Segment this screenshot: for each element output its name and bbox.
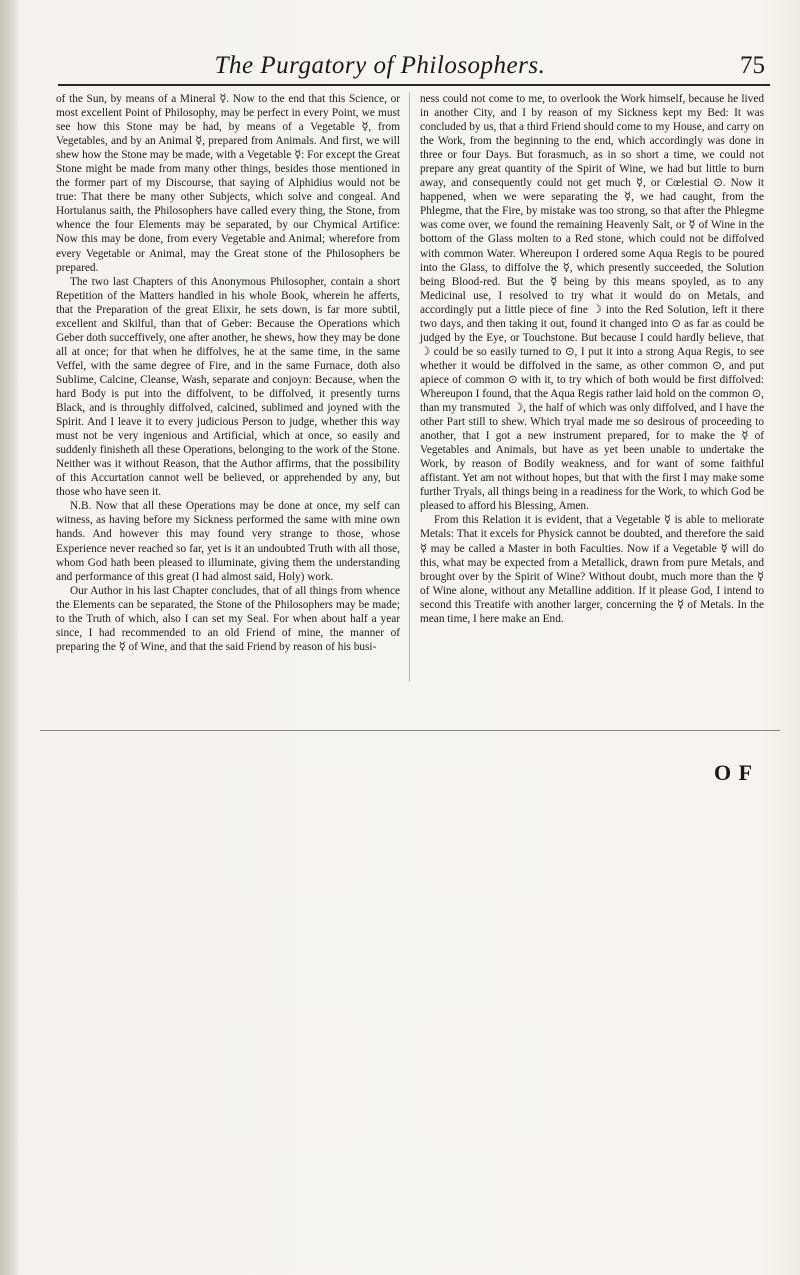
catchword: O F — [714, 760, 754, 785]
left-paragraph: N.B. Now that all these Operations may be done at once, my self can witness, as having before my Sickness performed the same with mine own hands. And however this may found very strange to those, whose Experience never reached so far, yet is it an undoubted Truth with all those, whom God hath been pleased to illuminate, giving them the understanding and performance of this great (I had almost said, Holy) work. — [56, 500, 400, 583]
right-paragraph: From this Relation it is evident, that a Vegetable ☿ is able to meliorate Metals: That it excels for Physick cannot be doubted, and therefore the said ☿ may be called a Master in both Faculties. Now if a Vegetable ☿ will do this, what may be expected from a Metallick, drawn from pure Metals, and brought over by the Spirit of Wine? Without doubt, much more than the ☿ of Wine alone, without any Metalline addition. If it please God, I intend to second this Treatife with another larger, concerning the ☿ of Metals. In the mean time, I here make an End. — [420, 514, 764, 625]
right-paragraph: ness could not come to me, to overlook the Work himself, because he lived in another City, and I by reason of my Sickness kept my Bed: It was concluded by us, that a third Friend should come to my House, and carry on the Work, from the beginning to the end, which accordingly was done in three or four Days. But forasmuch, as in so short a time, we could not prepare any great quantity of the Spirit of Wine, we had but little to burn away, and consequently could not get much ☿, or Cœlestial ⊙. Now it happened, when we were separating the ☿, we had caught, from the Phlegme, that the Fire, by mistake was too strong, so that after the Phlegme was come over, we found the remaining Heavenly Salt, or ☿ of Wine in the bottom of the Glass molten to a Red stone, which could not be diffolved with common Water. Whereupon I ordered some Aqua Regis to be poured into the Glass, to diffolve the ☿, which presently succeeded, the Solution being Blood-red. But the ☿ being by this means spoyled, as to any Medicinal use, I resolved to try what it would do on Metals, and accordingly put a little piece of fine ☽ into the Red Solution, left it there two days, and then taking it out, found it changed into ⊙ as far as could be judged by the Eye, or Touchstone. But because I could hardly believe, that ☽ could be so easily turned to ⊙, I put it into a strong Aqua Regis, to see whether it would be diffolved in the same, as other common ⊙, and put apiece of common ⊙ with it, to try which of both would be first diffolved: Whereupon I found, that the Aqua Regis rather laid hold on the common ⊙, than my transmuted ☽, the half of which was only diffolved, and I have the other Part still to shew. Which tryal made me so desirous of proceeding to another, that I got a new instrument prepared, for to make the ☿ of Vegetables and Animals, but have as yet been unable to undertake the Work, by reason of Bodily weakness, and for want of some faithful affistant. Yet am not without hopes, but that with the first I may make some further Tryals, all things being in a readiness for the Work, to which God be pleased to afford his Blessing, Amen. — [420, 93, 764, 513]
page-bottom-line — [40, 730, 780, 731]
header-rule — [58, 84, 770, 86]
running-title: The Purgatory of Philosophers. — [214, 52, 546, 79]
left-paragraph: The two last Chapters of this Anonymous Philosopher, contain a short Repetition of the Matters handled in his whole Book, wherein he afferts, that the Preparation of the great Elixir, he sets down, is far more subtil, excellent and Skilful, than that of Geber: Because the Operations which Geber doth succeffively, one after another, he shews, how they may be done all at once; for that when he diffolves, he at the same time, in the same Veffel, with the same degree of Fire, and in the same Furnace, doth also Sublime, Calcine, Cleanse, Wash, separate and conjoyn: Because, when the hard Body is put into the diffolvent, to be diffolved, it presently turns Black, and is throughly diffolved, calcined, sublimed and joyned with the Spirit. And I leave it to every judicious Person to judge, whether this way must not be very ingenious and Artificial, which at once, so easily and suddenly finisheth all these Operations, belonging to the work of the Stone. Neither was it without Reason, that the Author affirms, that the possibility of this Accurtation cannot well be believed, or apprehended by any, but those who have seen it. — [56, 275, 400, 499]
running-head — [60, 52, 765, 82]
page-number: 75 — [740, 52, 765, 79]
left-column — [56, 92, 400, 654]
left-paragraph: Our Author in his last Chapter concludes, that of all things from whence the Elements can be separated, the Stone of the Philosophers may be made; to the Truth of which, also I can set my Seal. For when about half a year since, I had recommended to an old Friend of mine, the manner of preparing the ☿ of Wine, and that the said Friend by reason of his busi- — [56, 584, 400, 653]
right-column — [420, 92, 764, 626]
left-paragraph: of the Sun, by means of a Mineral ☿. Now to the end that this Science, or most excellent Point of Philosophy, may be perfect in every Point, we must see how this Stone may be had, by means of a Vegetable ☿, from Vegetables, and by an Animal ☿, prepared from Animals. And first, we will shew how the Stone may be made, with a Vegetable ☿: For except the Great Stone might be made from many other things, besides those mentioned in the former part of my Discourse, that saying of Alphidius would not be true: That there be many other Subjects, which solve and congeal. And Hortulanus saith, the Philosophers have called every thing, the Stone, from whence the four Elements may be separated, by our Chymical Artifice: Now this may be done, from every Vegetable and Animal; wherefore from every Vegetable or Animal, may the Great stone of the Philosophers be prepared. — [56, 93, 400, 274]
column-divider — [409, 92, 410, 682]
page-gutter-shadow — [0, 0, 20, 1275]
